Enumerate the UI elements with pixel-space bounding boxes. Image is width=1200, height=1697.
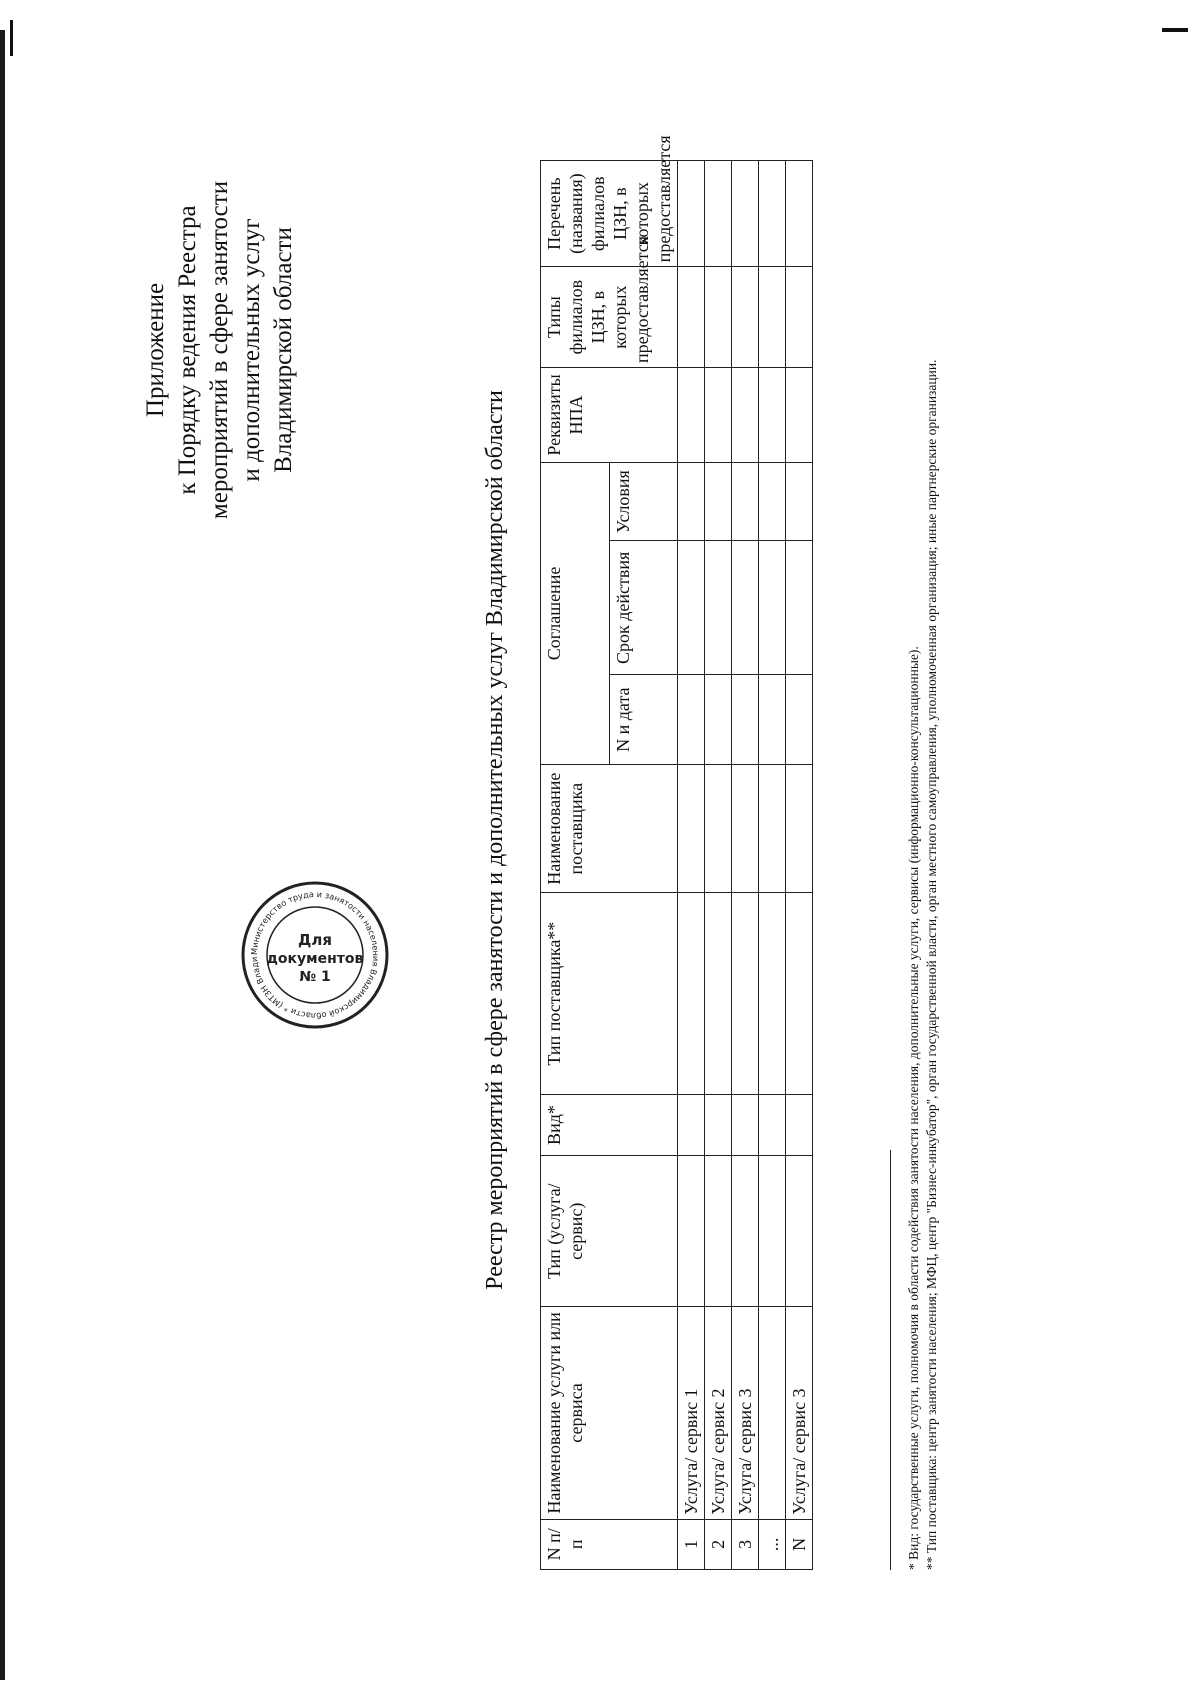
scan-edge-mark bbox=[1162, 28, 1188, 32]
header-service-name: Наименование услуги или сервиса bbox=[541, 1307, 678, 1519]
row-number: ... bbox=[759, 1519, 786, 1569]
appendix-line: к Порядку ведения Реестра bbox=[174, 205, 201, 495]
stamp-ring-text: Министерство труда и занятости населения Владимирской области * (МТЗН Влади bbox=[248, 888, 382, 1022]
header-type: Тип (услуга/ сервис) bbox=[541, 1156, 678, 1307]
rotated-document-sheet bbox=[120, 70, 1100, 1590]
row-service-name: Услуга/ сервис 2 bbox=[705, 1307, 732, 1519]
footnote-supplier-type: ** Тип поставщика: центр занятости населения; МФЦ, центр "Бизнес-инкубатор", орган государственной власти, орган местного самоуправления, уполномоченная организация; иные партнерские организации. bbox=[924, 359, 939, 1570]
table-row bbox=[786, 161, 813, 1570]
table-row bbox=[705, 161, 732, 1570]
registry-table bbox=[540, 135, 813, 1570]
stamp-center-line: Для bbox=[298, 931, 332, 949]
header-supplier-type: Тип поставщика** bbox=[541, 893, 678, 1094]
official-stamp bbox=[240, 880, 390, 1030]
header-supplier-name: Наименование поставщика bbox=[541, 764, 678, 893]
stamp-center-line: № 1 bbox=[299, 969, 331, 985]
appendix-line: Приложение bbox=[142, 282, 169, 418]
row-number: 2 bbox=[705, 1519, 732, 1569]
table-row bbox=[678, 161, 705, 1570]
row-service-name bbox=[759, 1307, 786, 1519]
footnotes bbox=[890, 110, 941, 1570]
appendix-header bbox=[140, 130, 300, 570]
header-agreement-conditions: Условия bbox=[609, 463, 678, 541]
row-service-name: Услуга/ сервис 1 bbox=[678, 1307, 705, 1519]
header-branch-types: Типы филиалов ЦЗН, в которых предоставляется bbox=[541, 267, 678, 368]
appendix-line: Владимирской области bbox=[270, 227, 297, 473]
stamp-center-line: документов bbox=[266, 951, 364, 967]
row-service-name: Услуга/ сервис 3 bbox=[732, 1307, 759, 1519]
table-row bbox=[732, 161, 759, 1570]
row-number: 1 bbox=[678, 1519, 705, 1569]
header-agreement: Соглашение bbox=[541, 463, 610, 765]
header-agreement-term: Срок действия bbox=[609, 541, 678, 675]
row-number: N bbox=[786, 1519, 813, 1569]
row-service-name: Услуга/ сервис 3 bbox=[786, 1307, 813, 1519]
scan-corner-mark bbox=[10, 20, 13, 56]
stamp-seal-icon bbox=[240, 880, 390, 1030]
header-npa: Реквизиты НПА bbox=[541, 367, 678, 462]
document-title: Реестр мероприятий в сфере занятости и дополнительных услуг Владимирской области bbox=[482, 390, 508, 1290]
header-num: N п/п bbox=[541, 1519, 678, 1569]
footnote-kind: * Вид: государственные услуги, полномочия в области содействия занятости населения, дополнительные услуги, сервисы (информационно-консультационные). bbox=[906, 646, 921, 1570]
table-row bbox=[759, 161, 786, 1570]
header-agreement-number: N и дата bbox=[609, 675, 678, 764]
scan-left-edge bbox=[0, 30, 5, 1680]
header-kind: Вид* bbox=[541, 1094, 678, 1156]
appendix-line: мероприятий в сфере занятости bbox=[206, 180, 233, 520]
header-branch-list: Перечень (названия) филиалов ЦЗН, в которых предоставляется bbox=[541, 161, 678, 267]
footnote-divider bbox=[890, 1150, 891, 1570]
row-number: 3 bbox=[732, 1519, 759, 1569]
appendix-line: и дополнительных услуг bbox=[238, 218, 265, 482]
